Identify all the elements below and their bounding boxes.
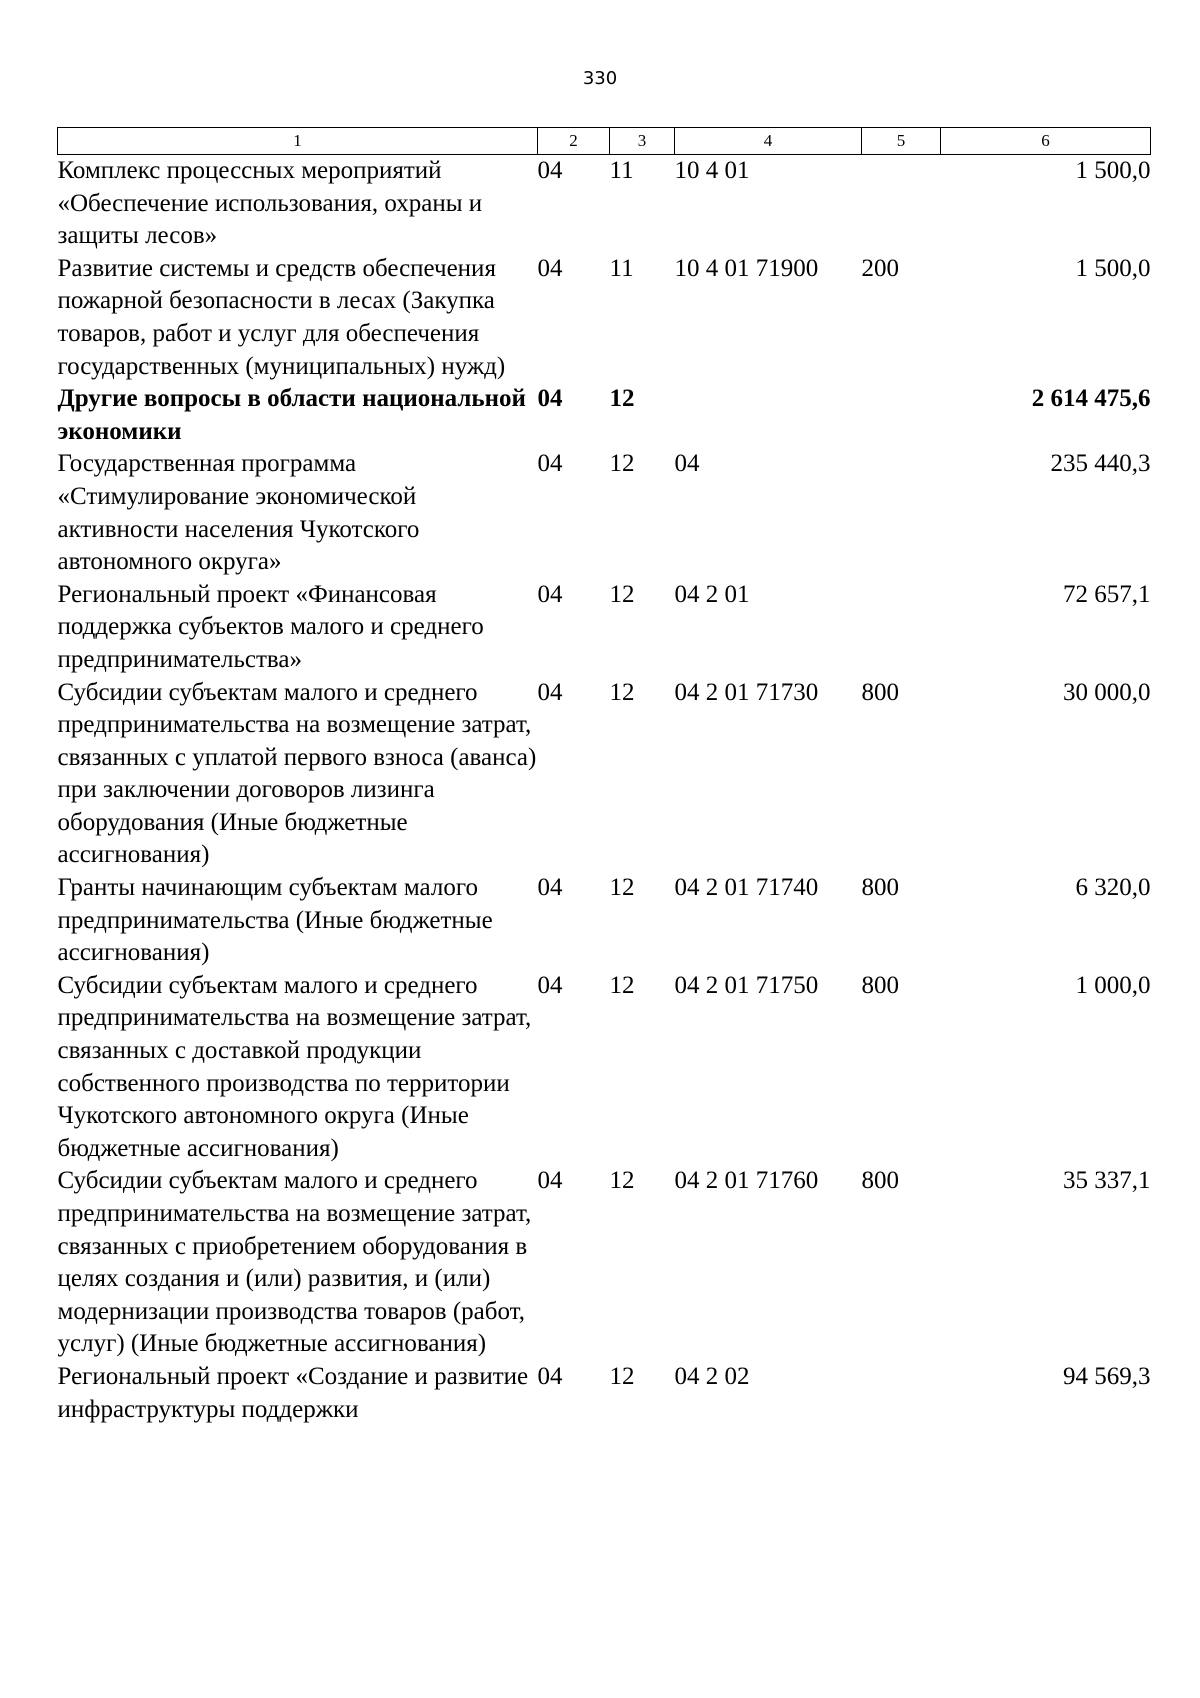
row-expense-type-cell: 800 (861, 874, 899, 902)
row-section-cell: 04 (537, 971, 563, 999)
row-expense-type-cell: 800 (861, 971, 899, 999)
table-row (58, 579, 1151, 677)
row-expense-type-cell: 200 (861, 254, 899, 282)
header-cell: 6 (941, 128, 1151, 155)
header-cell: 1 (58, 128, 538, 155)
row-expense-type-cell (862, 383, 941, 448)
row-name-cell: Региональный проект «Финансовая поддержка субъектов малого и среднего предпринимательства» (57, 580, 484, 673)
row-name-cell: Субсидии субъектам малого и среднего предпринимательства на возмещение затрат, связанных с уплатой первого взноса (аванса) при заключении договоров лизинга оборудования (Иные бюджетные ассигнования) (57, 678, 537, 869)
row-subsection-cell: 12 (609, 385, 635, 413)
row-expense-type-cell (862, 1361, 941, 1426)
row-amount-cell: 30 000,0 (1063, 678, 1151, 706)
table-row (58, 155, 1151, 253)
row-name-cell: Комплекс процессных мероприятий «Обеспечение использования, охраны и защиты лесов» (57, 157, 483, 250)
table-row (58, 677, 1151, 873)
row-amount-cell: 1 500,0 (1075, 157, 1151, 184)
row-subsection-cell: 12 (609, 678, 635, 706)
row-amount-cell: 2 614 475,6 (1031, 385, 1151, 413)
row-section-cell: 04 (537, 157, 563, 184)
row-expense-type-cell (862, 579, 941, 677)
row-amount-cell: 35 337,1 (1063, 1167, 1151, 1195)
table-row (58, 970, 1151, 1166)
row-name-cell: Государственная программа «Стимулирование экономической активности населения Чукотского автономного округа» (57, 450, 420, 576)
table-row (58, 1361, 1151, 1426)
row-expense-type-cell (862, 448, 941, 578)
row-subsection-cell: 12 (609, 1167, 635, 1195)
table-row (58, 253, 1151, 383)
table-row (58, 872, 1151, 970)
row-expense-type-cell (862, 155, 941, 253)
table-row (58, 383, 1151, 448)
row-name-cell: Гранты начинающим субъектам малого предпринимательства (Иные бюджетные ассигнования) (57, 874, 493, 967)
row-target-cell: 10 4 01 71900 (674, 254, 819, 282)
header-cell: 3 (610, 128, 675, 155)
row-target-cell: 04 (674, 450, 700, 478)
row-subsection-cell: 11 (609, 254, 634, 282)
header-cell: 4 (675, 128, 862, 155)
row-subsection-cell: 12 (609, 1362, 635, 1390)
row-expense-type-cell: 800 (861, 1167, 899, 1195)
row-amount-cell: 1 000,0 (1075, 971, 1151, 999)
row-amount-cell: 1 500,0 (1075, 254, 1151, 282)
row-name-cell: Субсидии субъектам малого и среднего предпринимательства на возмещение затрат, связанных с доставкой продукции собственного производства по территории Чукотского автономного округа (Иные бюджетные ассигнования) (57, 971, 532, 1162)
row-name-cell: Региональный проект «Создание и развитие инфраструктуры поддержки (57, 1362, 529, 1423)
header-row (58, 128, 1151, 155)
row-section-cell: 04 (537, 1167, 563, 1195)
row-section-cell: 04 (537, 1362, 563, 1390)
row-section-cell: 04 (537, 254, 563, 282)
row-subsection-cell: 12 (609, 450, 635, 478)
row-name-cell: Другие вопросы в области национальной экономики (57, 385, 526, 445)
row-target-cell: 04 2 01 71760 (674, 1167, 819, 1195)
row-target-cell (675, 383, 862, 448)
row-section-cell: 04 (537, 678, 563, 706)
row-section-cell: 04 (537, 580, 563, 608)
row-target-cell: 04 2 01 (674, 580, 750, 608)
row-target-cell: 04 2 02 (674, 1362, 750, 1390)
page-number: 330 (582, 68, 618, 89)
row-amount-cell: 94 569,3 (1063, 1362, 1151, 1390)
row-target-cell: 04 2 01 71750 (674, 971, 819, 999)
row-name-cell: Субсидии субъектам малого и среднего предпринимательства на возмещение затрат, связанных с приобретением оборудования в целях создания и (или) развития, и (или) модернизации производства товаров (работ, услуг) (Иные бюджетные ассигнования) (57, 1167, 532, 1358)
table-body (58, 155, 1151, 1427)
row-section-cell: 04 (537, 385, 563, 413)
row-amount-cell: 235 440,3 (1050, 450, 1151, 478)
budget-table (57, 127, 1151, 1426)
row-section-cell: 04 (537, 874, 563, 902)
row-section-cell: 04 (537, 450, 563, 478)
row-target-cell: 04 2 01 71730 (674, 678, 819, 706)
row-target-cell: 04 2 01 71740 (674, 874, 819, 902)
row-name-cell: Развитие системы и средств обеспечения пожарной безопасности в лесах (Закупка товаров, работ и услуг для обеспечения государственных (муниципальных) нужд) (57, 254, 506, 380)
table-row (58, 1165, 1151, 1361)
row-subsection-cell: 12 (609, 874, 635, 902)
row-expense-type-cell: 800 (861, 678, 899, 706)
table-row (58, 448, 1151, 578)
row-amount-cell: 72 657,1 (1063, 580, 1151, 608)
header-cell: 5 (862, 128, 941, 155)
row-subsection-cell: 12 (609, 580, 635, 608)
row-subsection-cell: 12 (609, 971, 635, 999)
row-subsection-cell: 11 (609, 157, 634, 184)
header-cell: 2 (538, 128, 610, 155)
row-target-cell: 10 4 01 (674, 157, 750, 184)
row-amount-cell: 6 320,0 (1075, 874, 1151, 902)
